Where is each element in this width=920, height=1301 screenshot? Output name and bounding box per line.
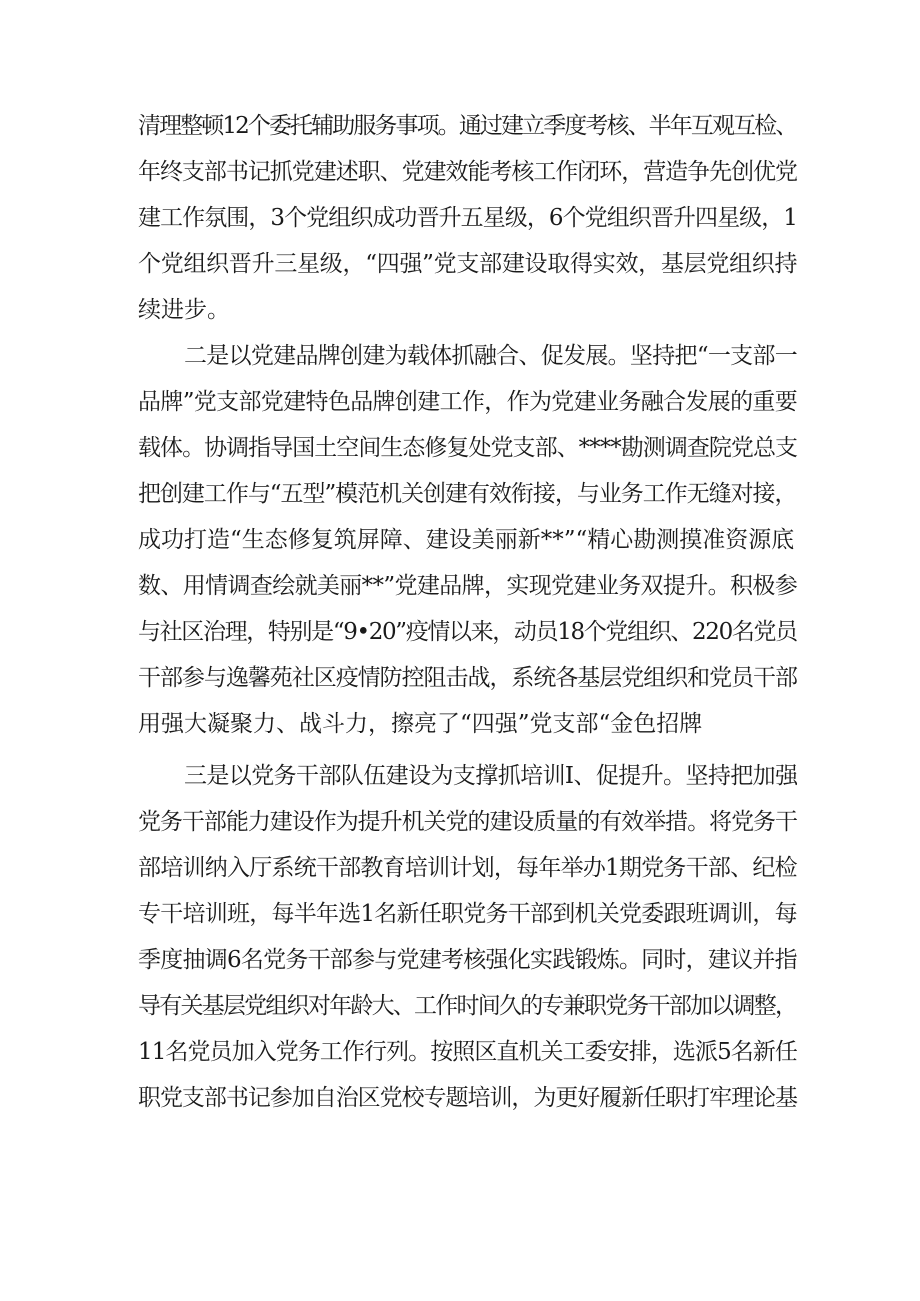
paragraph-2-line-9: 用强大凝聚力、战斗力，擦亮了“四强”党支部“金色招牌 [138, 711, 703, 737]
paragraph-1-line-3: 建工作氛围，3个党组织成功晋升五星级，6个党组织晋升四星级，1 [138, 205, 797, 231]
paragraph-1-line-5: 续进步。 [138, 297, 230, 323]
paragraph-3-line-3: 部培训纳入厅系统干部教育培训计划，每年举办1期党务干部、纪检 [138, 855, 797, 881]
paragraph-3-line-5: 季度抽调6名党务干部参与党建考核强化实践锻炼。同时，建议并指 [138, 947, 797, 973]
paragraph-3-line-7: 11名党员加入党务工作行列。按照区直机关工委安排，选派5名新任 [138, 1039, 797, 1065]
paragraph-2-line-1: 二是以党建品牌创建为载体抓融合、促发展。坚持把“一支部一 [184, 343, 798, 369]
paragraph-1-line-2: 年终支部书记抓党建述职、党建效能考核工作闭环，营造争先创优党 [138, 159, 797, 185]
paragraph-2-line-7: 与社区治理，特别是“9•20”疫情以来，动员18个党组织、220名党员 [138, 619, 797, 645]
paragraph-3-line-1: 三是以党务干部队伍建设为支撑抓培训I、促提升。坚持把加强 [184, 763, 798, 789]
paragraph-2-line-5: 成功打造“生态修复筑屏障、建设美丽新**”“精心勘测摸准资源底 [138, 527, 795, 553]
paragraph-2-line-2: 品牌”党支部党建特色品牌创建工作，作为党建业务融合发展的重要 [138, 389, 798, 415]
paragraph-1-line-4: 个党组织晋升三星级，“四强”党支部建设取得实效，基层党组织持 [138, 251, 798, 277]
paragraph-3-line-6: 导有关基层党组织对年龄大、工作时间久的专兼职党务干部加以调整， [138, 993, 797, 1019]
paragraph-3-line-4: 专干培训班，每半年选1名新任职党务干部到机关党委跟班调训，每 [138, 901, 797, 927]
paragraph-2-line-8: 干部参与逸馨苑社区疫情防控阻击战，系统各基层党组织和党员干部 [138, 665, 797, 691]
paragraph-1-line-1: 清理整顿12个委托辅助服务事项。通过建立季度考核、半年互观互检、 [138, 113, 797, 139]
paragraph-2-line-3: 载体。协调指导国土空间生态修复处党支部、****勘测调查院党总支 [138, 435, 798, 461]
paragraph-3-line-2: 党务干部能力建设作为提升机关党的建设质量的有效举措。将党务干 [138, 809, 797, 835]
paragraph-2-line-6: 数、用情调查绘就美丽**”党建品牌，实现党建业务双提升。积极参 [138, 573, 798, 599]
paragraph-2-line-4: 把创建工作与“五型”模范机关创建有效衔接，与业务工作无缝对接， [138, 481, 797, 507]
paragraph-3-line-8: 职党支部书记参加自治区党校专题培训，为更好履新任职打牢理论基 [138, 1085, 797, 1111]
